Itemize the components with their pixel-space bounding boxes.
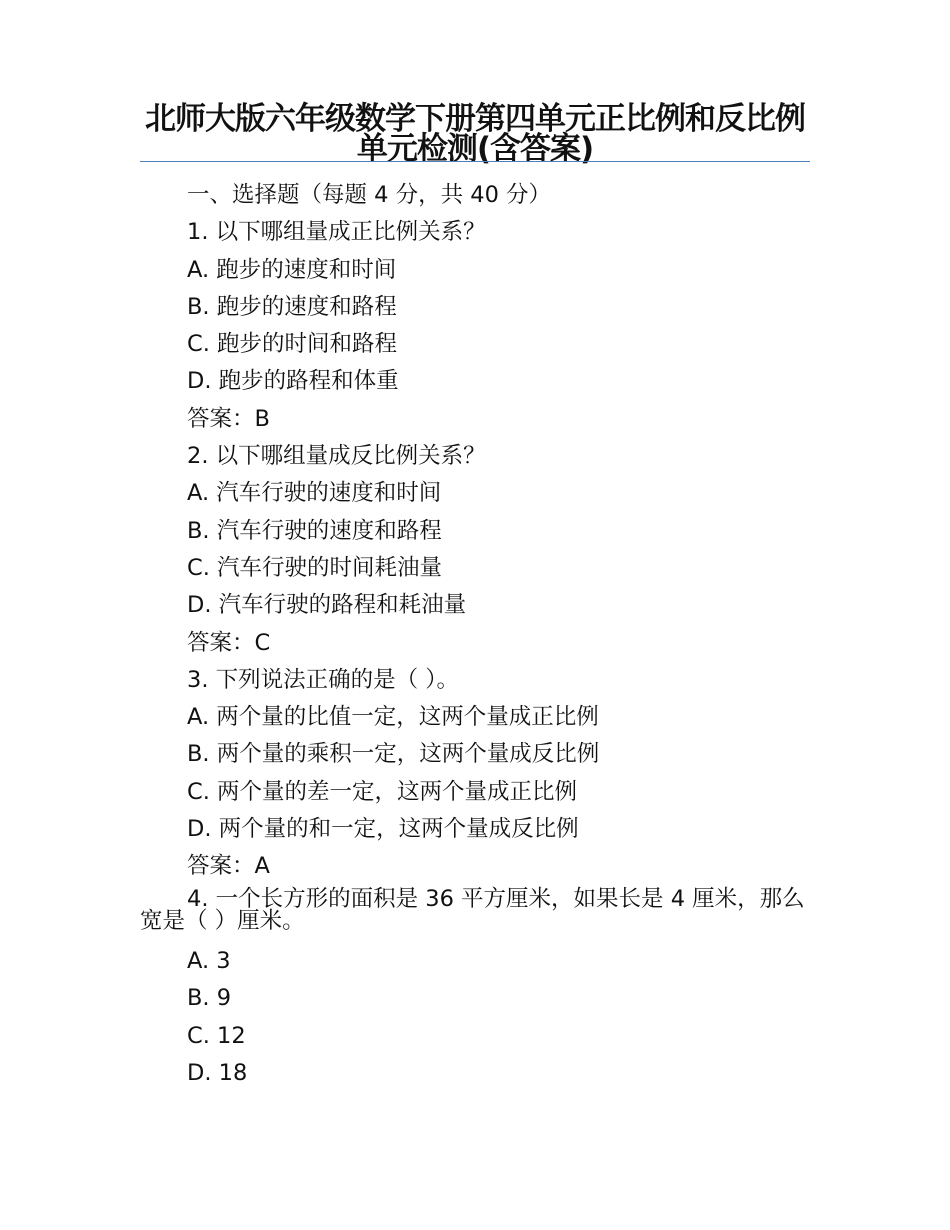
question-2-option-d: D. 汽车行驶的路程和耗油量 [187, 592, 467, 619]
question-2-option-c: C. 汽车行驶的时间耗油量 [187, 554, 443, 581]
question-4-option-d: D. 18 [187, 1059, 248, 1086]
title-underline [140, 161, 810, 162]
question-block-1-3 [187, 180, 807, 889]
question-4-option-c: C. 12 [187, 1022, 246, 1049]
question-3-option-a: A. 两个量的比值一定，这两个量成正比例 [187, 704, 599, 731]
question-block-4-options [187, 946, 807, 1095]
question-1-stem: 1. 以下哪组量成正比例关系？ [187, 219, 486, 246]
section-heading: 一、选择题（每题 4 分，共 40 分） [187, 182, 552, 208]
question-3-option-c: C. 两个量的差一定，这两个量成正比例 [187, 778, 578, 805]
document-title: 北师大版六年级数学下册第四单元正比例和反比例单元检测(含答案) [145, 101, 805, 167]
question-4-option-a: A. 3 [187, 948, 231, 974]
question-2-answer: 答案：C [187, 629, 271, 656]
question-1-option-c: C. 跑步的时间和路程 [187, 331, 398, 358]
question-3-option-b: B. 两个量的乘积一定，这两个量成反比例 [187, 741, 600, 768]
question-3-answer: 答案：A [187, 853, 270, 880]
question-2-stem: 2. 以下哪组量成反比例关系？ [187, 443, 486, 470]
question-1-answer: 答案：B [187, 405, 270, 432]
question-1-option-d: D. 跑步的路程和体重 [187, 368, 399, 395]
question-1-option-a: A. 跑步的速度和时间 [187, 256, 397, 283]
question-4-option-b: B. 9 [187, 985, 232, 1012]
question-2-option-b: B. 汽车行驶的速度和路程 [187, 517, 442, 544]
question-2-option-a: A. 汽车行驶的速度和时间 [187, 480, 442, 507]
question-3-stem: 3. 下列说法正确的是（ ）。 [187, 666, 460, 693]
question-4-stem: 4. 一个长方形的面积是 36 平方厘米，如果长是 4 厘米，那么宽是（ ）厘米。 [140, 886, 805, 934]
question-3-option-d: D. 两个量的和一定，这两个量成反比例 [187, 816, 579, 843]
question-1-option-b: B. 跑步的速度和路程 [187, 293, 397, 320]
